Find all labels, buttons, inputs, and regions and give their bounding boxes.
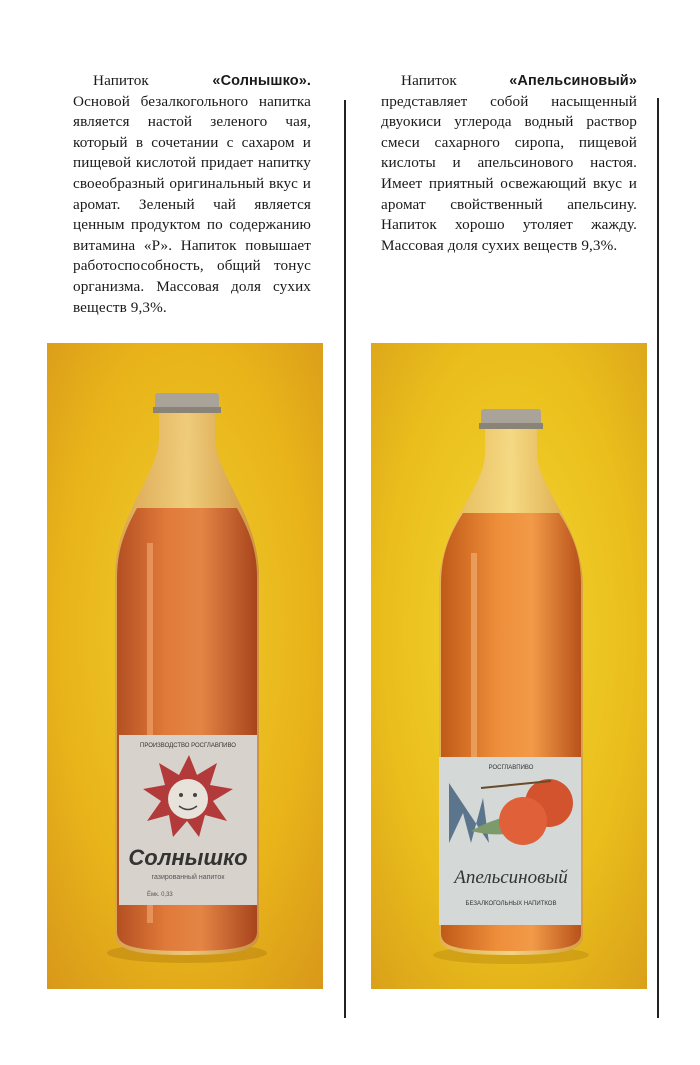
right-article-lead: Напиток <box>401 72 457 89</box>
left-label-subtitle: газированный напиток <box>151 874 225 881</box>
left-article-lead: Напиток <box>93 72 149 89</box>
right-label-brand: Апельсиновый <box>454 867 568 888</box>
right-article-title: «Апельсиновый» <box>509 73 637 89</box>
left-article-title: «Солнышко». <box>212 73 311 89</box>
right-label-subtitle: БЕЗАЛКОГОЛЬНЫХ НАПИТКОВ <box>465 901 557 907</box>
left-article <box>73 71 311 318</box>
right-vertical-rule <box>657 98 659 1018</box>
left-label-top: ПРОИЗВОДСТВО РОСГЛАВПИВО <box>140 743 236 749</box>
right-label-top: РОСГЛАВПИВО <box>488 765 534 771</box>
right-bottle-photo <box>371 343 647 989</box>
right-article-body: представляет собой насыщенный двуокиси углерода водный раствор смеси сахарного сиропа, пищевой кислоты и апельсинового настоя. Имеет приятный освежающий вкус и аромат свойственный апельсину. Напиток хорошо утоляет жажду. Массовая доля сухих веществ 9,3%. <box>381 92 637 254</box>
left-bottle-photo <box>47 343 323 989</box>
left-label-volume: Ёмк. 0,33 <box>147 892 173 898</box>
right-article <box>381 71 637 256</box>
center-vertical-rule <box>344 100 346 1018</box>
left-article-body: Основой безалкогольного напитка является настой зеленого чая, который в сочетании с сахаром и пищевой кислотой придает напитку своеобразный оригинальный вкус и аромат. Зеленый чай является ценным продуктом по содержанию витамина «Р». Напиток повышает работоспособность, общий тонус организма. Массовая доля сухих веществ 9,3%. <box>73 92 311 316</box>
left-label-brand: Солнышко <box>128 845 248 870</box>
